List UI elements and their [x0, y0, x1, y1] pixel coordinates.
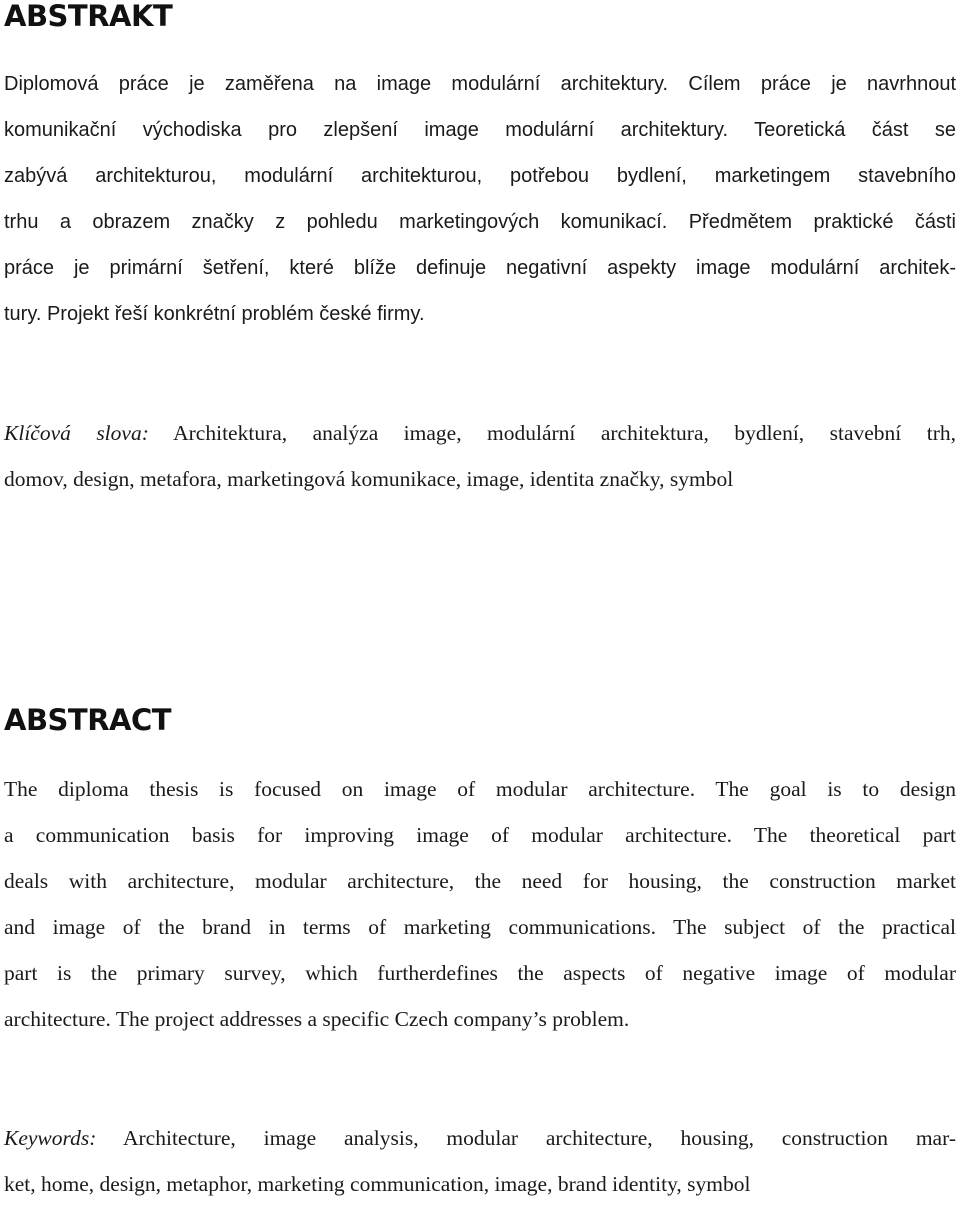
abstract-line: and image of the brand in terms of marketing communications. The subject of the practical	[4, 915, 956, 939]
abstrakt-line: zabývá architekturou, modulární architekturou, potřebou bydlení, marketingem stavebního	[4, 165, 956, 187]
abstract-line: part is the primary survey, which furtherdefines the aspects of negative image of modular	[4, 961, 956, 985]
abstract-line: deals with architecture, modular architecture, the need for housing, the construction market	[4, 869, 956, 893]
abstract-paragraph	[4, 766, 956, 1042]
abstract-line: a communication basis for improving image of modular architecture. The theoretical part	[4, 823, 956, 847]
keywords-paragraph	[4, 1115, 956, 1207]
abstrakt-line: komunikační východiska pro zlepšení image modulární architektury. Teoretická část se	[4, 119, 956, 141]
abstrakt-line: trhu a obrazem značky z pohledu marketingových komunikací. Předmětem praktické části	[4, 211, 956, 233]
keywords-text: Architecture, image analysis, modular architecture, housing, construction mar-	[123, 1126, 956, 1150]
keywords-line	[4, 1115, 956, 1161]
abstract-line: architecture. The project addresses a specific Czech company’s problem.	[4, 1007, 630, 1031]
abstract-heading: ABSTRACT	[4, 703, 172, 737]
klicova-slova-line: domov, design, metafora, marketingová komunikace, image, identita značky, symbol	[4, 467, 734, 491]
abstrakt-line: práce je primární šetření, které blíže definuje negativní aspekty image modulární architek-	[4, 257, 956, 279]
abstrakt-paragraph	[4, 61, 956, 337]
klicova-slova-paragraph	[4, 410, 956, 502]
abstrakt-heading: ABSTRAKT	[4, 0, 173, 33]
keywords-line: ket, home, design, metaphor, marketing communication, image, brand identity, symbol	[4, 1172, 751, 1196]
klicova-slova-text: Architektura, analýza image, modulární architektura, bydlení, stavební trh,	[173, 421, 956, 445]
klicova-slova-label: Klíčová slova:	[4, 421, 149, 445]
abstrakt-line: tury. Projekt řeší konkrétní problém české firmy.	[4, 303, 425, 325]
abstrakt-line: Diplomová práce je zaměřena na image modulární architektury. Cílem práce je navrhnout	[4, 73, 956, 95]
keywords-label: Keywords:	[4, 1126, 97, 1150]
klicova-slova-line	[4, 410, 956, 456]
abstract-line: The diploma thesis is focused on image of modular architecture. The goal is to design	[4, 777, 956, 801]
